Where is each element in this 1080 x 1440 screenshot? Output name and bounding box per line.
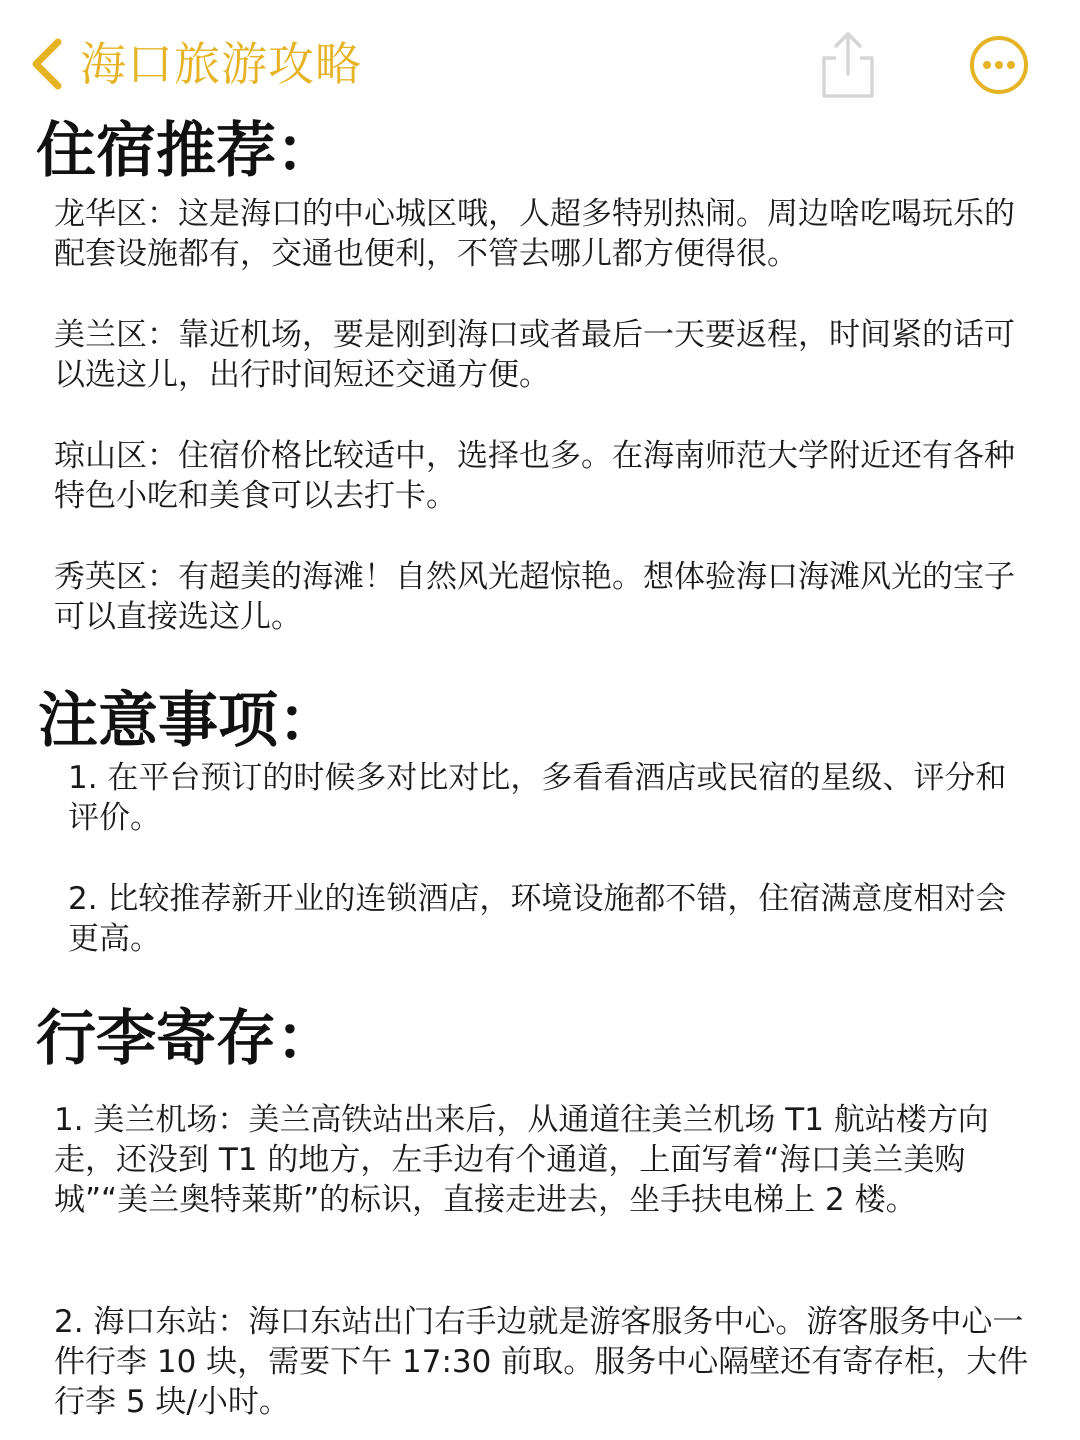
luggage-item-haikou-east: 2. 海口东站：海口东站出门右手边就是游客服务中心。游客服务中心一件行李 10 块，需要下午 17:30 前取。服务中心隔壁还有寄存柜，大件行李 5 块/小时。: [54, 1304, 1029, 1420]
note-item-1: 1. 在平台预订的时候多对比对比，多看看酒店或民宿的星级、评分和评价。: [68, 760, 1007, 836]
top-bar: [0, 0, 1080, 120]
paragraph-xiuying: 秀英区：有超美的海滩！自然风光超惊艳。想体验海口海滩风光的宝子可以直接选这儿。: [54, 559, 1015, 635]
chevron-left-icon: [28, 36, 68, 92]
more-icon: [968, 34, 1030, 96]
more-button[interactable]: [968, 34, 1030, 96]
section-heading-accommodation: 住宿推荐：: [36, 116, 336, 186]
share-button[interactable]: [816, 28, 880, 100]
paragraph-longhua: 龙华区：这是海口的中心城区哦，人超多特别热闹。周边啥吃喝玩乐的配套设施都有，交通也便利，不管去哪儿都方便得很。: [54, 196, 1015, 272]
page-title: 海口旅游攻略: [80, 37, 362, 91]
luggage-item-meilan-airport: 1. 美兰机场：美兰高铁站出来后，从通道往美兰机场 T1 航站楼方向走，还没到 T1 的地方，左手边有个通道，上面写着“海口美兰美购城”“美兰奥特莱斯”的标识，直接走进去，坐手扶电梯上 2 楼。: [54, 1102, 989, 1218]
note-item-2: 2. 比较推荐新开业的连锁酒店，环境设施都不错，住宿满意度相对会更高。: [68, 881, 1007, 957]
section-heading-notes: 注意事项：: [38, 686, 338, 756]
paragraph-meilan: 美兰区：靠近机场，要是刚到海口或者最后一天要返程，时间紧的话可以选这儿，出行时间短还交通方便。: [54, 317, 1015, 393]
section-heading-luggage: 行李寄存：: [36, 1004, 336, 1074]
share-icon: [816, 28, 880, 100]
back-button[interactable]: [18, 34, 78, 94]
paragraph-qiongshan: 琼山区：住宿价格比较适中，选择也多。在海南师范大学附近还有各种特色小吃和美食可以去打卡。: [54, 438, 1015, 514]
